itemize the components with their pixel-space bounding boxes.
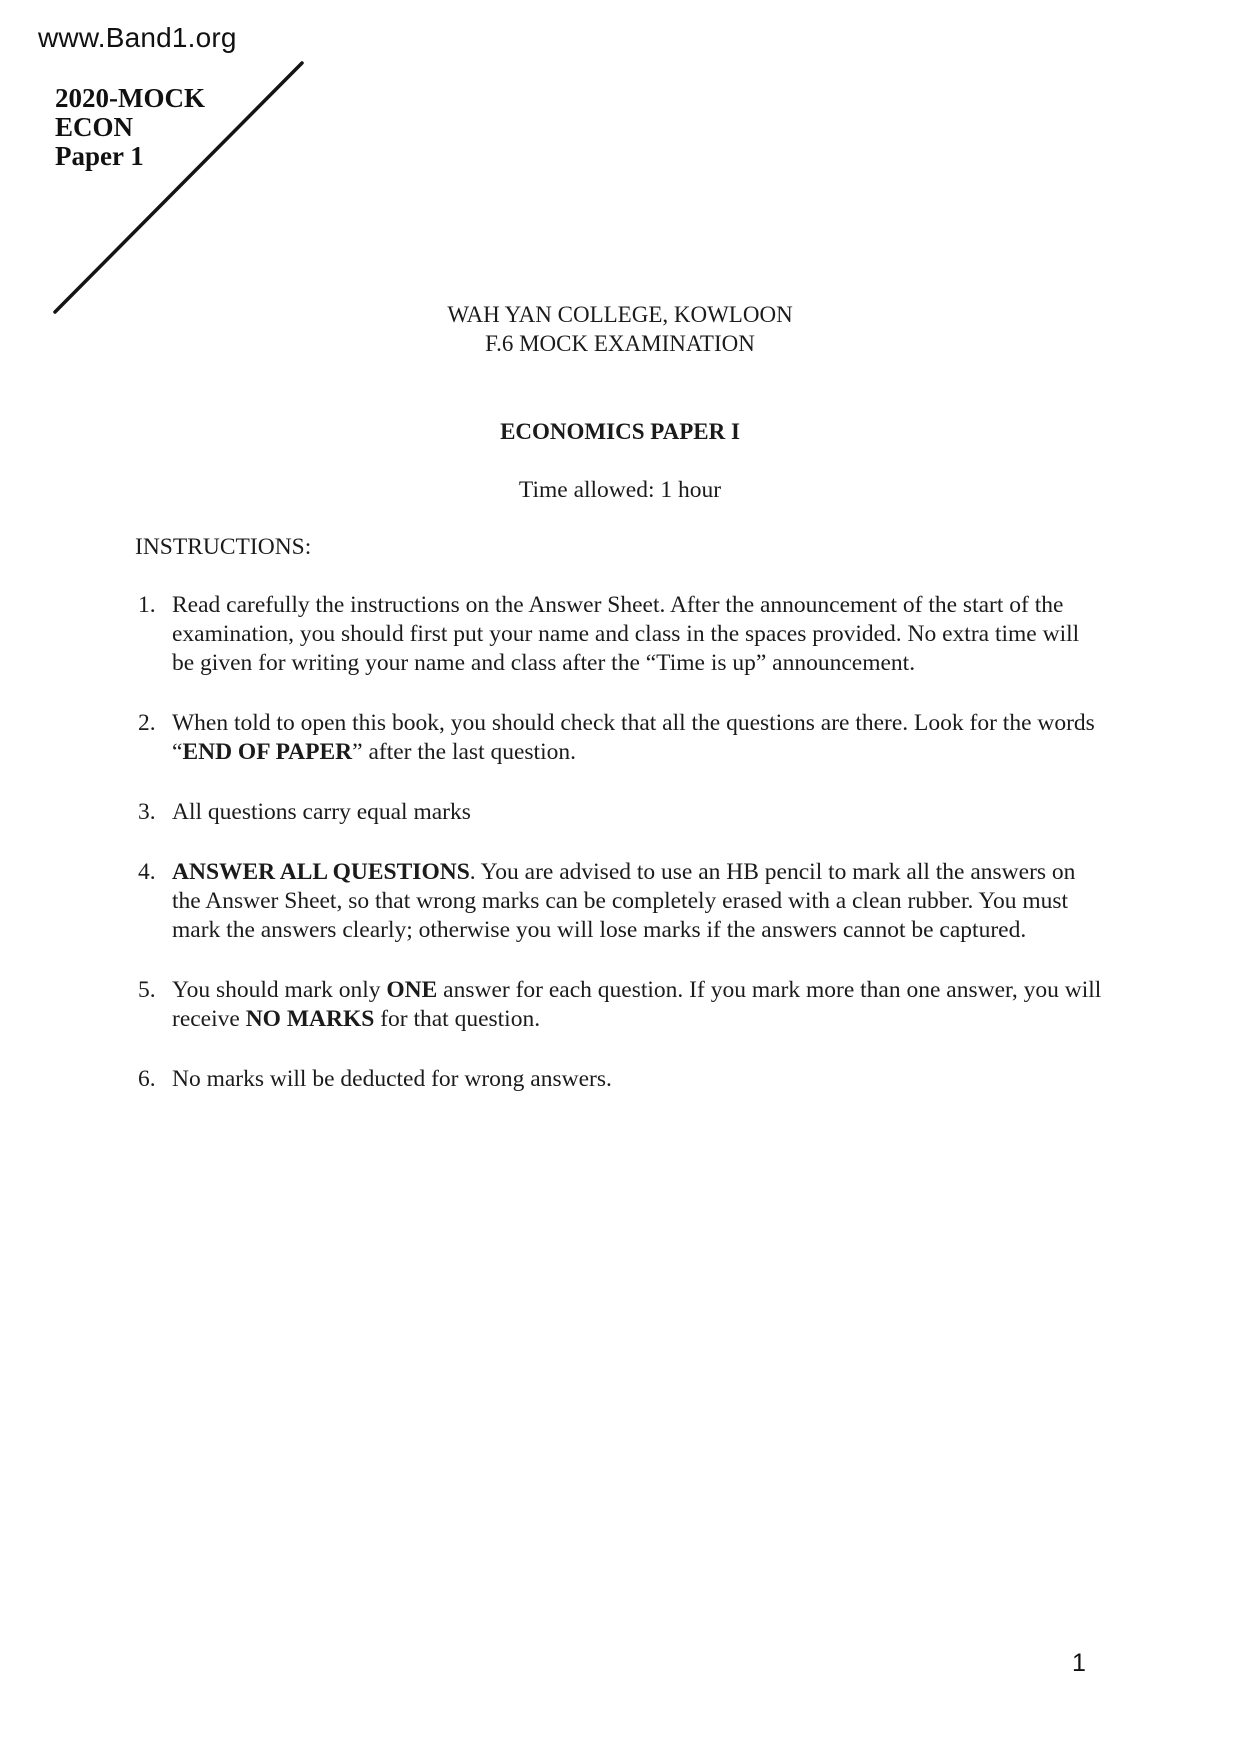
exam-code-paper: Paper 1 (55, 141, 144, 171)
instruction-text: When told to open this book, you should check that all the questions are there. Look for the words “END OF PAPER” after the last question. (172, 710, 1095, 765)
instruction-text: You should mark only ONE answer for each question. If you mark more than one answer, you will receive NO MARKS for that question. (172, 977, 1102, 1032)
exam-code-subject: ECON (55, 112, 134, 142)
instruction-number: 3. (138, 799, 156, 825)
school-name: WAH YAN COLLEGE, KOWLOON (447, 302, 793, 327)
document-body (135, 300, 1105, 1125)
instruction-item-6 (135, 1065, 1105, 1094)
instructions-list (135, 591, 1105, 1094)
instruction-number: 6. (138, 1066, 156, 1092)
paper-title: ECONOMICS PAPER I (500, 419, 740, 444)
instruction-item-1 (135, 591, 1105, 678)
exam-name: F.6 MOCK EXAMINATION (485, 331, 755, 356)
instruction-item-2 (135, 709, 1105, 767)
exam-code-year: 2020-MOCK (55, 83, 205, 113)
instruction-text: All questions carry equal marks (172, 799, 471, 825)
instruction-item-3 (135, 798, 1105, 827)
instruction-text: Read carefully the instructions on the Answer Sheet. After the announcement of the start of the examination, you should first put your name and class in the spaces provided. No extra time will be given for writing your name and class after the “Time is up” announcement. (172, 592, 1080, 676)
instruction-item-5 (135, 976, 1105, 1034)
instructions-heading: INSTRUCTIONS: (135, 534, 312, 560)
heading-block (135, 300, 1105, 358)
time-allowed: Time allowed: 1 hour (518, 477, 722, 503)
instruction-number: 5. (138, 977, 156, 1003)
instruction-item-4 (135, 858, 1105, 945)
instruction-number: 1. (138, 592, 156, 618)
watermark-text: www.Band1.org (38, 22, 237, 53)
instruction-text: ANSWER ALL QUESTIONS. You are advised to use an HB pencil to mark all the answers on the Answer Sheet, so that wrong marks can be completely erased with a clean rubber. You must mark the answers clearly; otherwise you will lose marks if the answers cannot be captured. (172, 859, 1076, 943)
instruction-number: 4. (138, 859, 156, 885)
page-number: 1 (1072, 1649, 1086, 1677)
instruction-number: 2. (138, 710, 156, 736)
diagonal-strike-line (40, 48, 320, 328)
instruction-text: No marks will be deducted for wrong answers. (172, 1066, 612, 1092)
